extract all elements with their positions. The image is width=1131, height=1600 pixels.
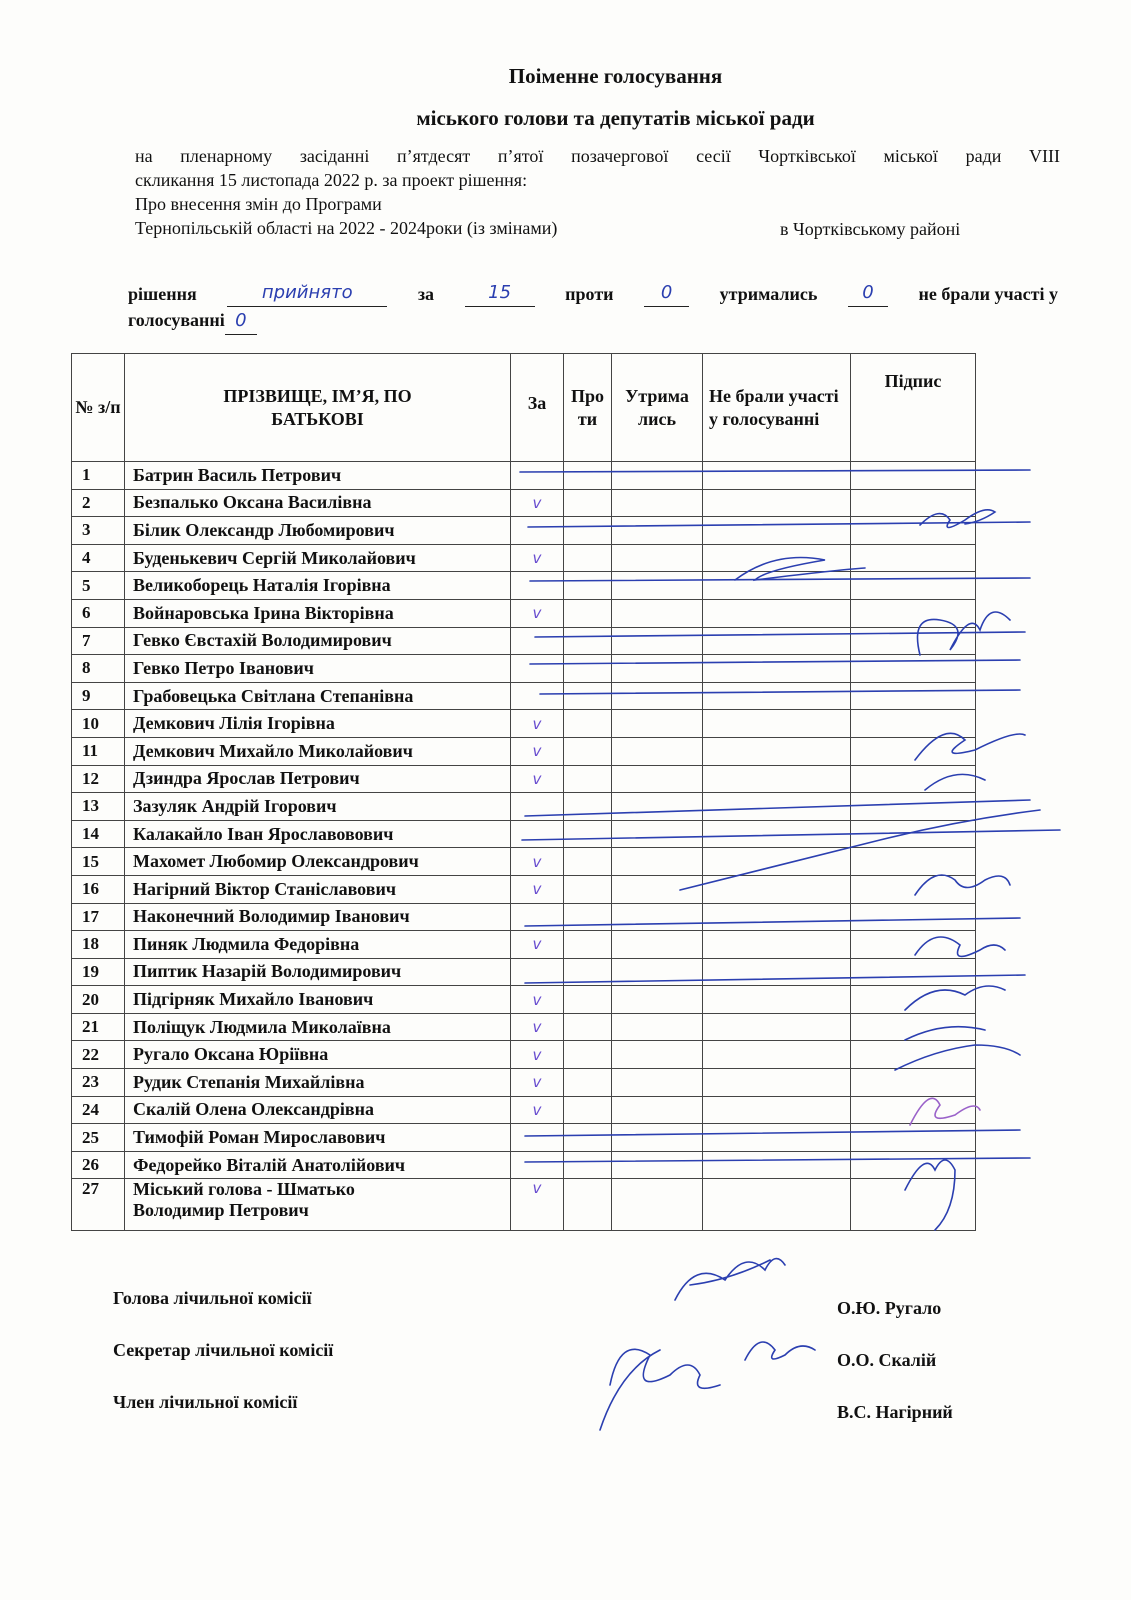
- row-against: [564, 737, 612, 765]
- row-against: [564, 599, 612, 627]
- row-name: Ругало Оксана Юріївна: [125, 1041, 511, 1069]
- row-not-voted: [703, 820, 851, 848]
- chair-name: О.Ю. Ругало: [837, 1298, 942, 1318]
- table-row: [72, 462, 976, 490]
- row-abstained: [612, 1069, 703, 1097]
- row-number: 18: [72, 931, 125, 959]
- row-abstained: [612, 903, 703, 931]
- member-label: Член лічильної комісії: [113, 1392, 298, 1412]
- row-not-voted: [703, 517, 851, 545]
- row-signature: [851, 544, 976, 572]
- row-against: [564, 765, 612, 793]
- row-abstained: [612, 931, 703, 959]
- row-name: Пиптик Назарій Володимирович: [125, 958, 511, 986]
- row-abstained: [612, 986, 703, 1014]
- row-number: 20: [72, 986, 125, 1014]
- row-number: 27: [72, 1179, 125, 1231]
- row-signature: [851, 820, 976, 848]
- against-count: 0: [644, 280, 689, 307]
- row-signature: [851, 572, 976, 600]
- row-number: 24: [72, 1096, 125, 1124]
- secretary-name: О.О. Скалій: [837, 1350, 937, 1370]
- row-signature: [851, 986, 976, 1014]
- table-row: [72, 655, 976, 683]
- intro-line-1: на пленарному засіданні п’ятдесят п’ятої позачергової сесії Чортківської міської ради VIII: [135, 146, 1060, 166]
- row-for-mark: v: [511, 599, 564, 627]
- row-not-voted: [703, 765, 851, 793]
- row-number: 26: [72, 1151, 125, 1179]
- row-not-voted: [703, 1179, 851, 1231]
- row-number: 25: [72, 1124, 125, 1152]
- member-name: В.С. Нагірний: [837, 1402, 953, 1422]
- table-row: [72, 875, 976, 903]
- row-not-voted: [703, 599, 851, 627]
- row-number: 2: [72, 489, 125, 517]
- row-for-mark: [511, 820, 564, 848]
- row-for-mark: [511, 627, 564, 655]
- row-number: 3: [72, 517, 125, 545]
- table-row: [72, 848, 976, 876]
- row-not-voted: [703, 1124, 851, 1152]
- row-for-mark: [511, 958, 564, 986]
- table-row: [72, 627, 976, 655]
- row-abstained: [612, 1013, 703, 1041]
- row-name: Нагірний Віктор Станіславович: [125, 875, 511, 903]
- not-voted-label-1: не брали участі у: [918, 284, 1058, 304]
- row-for-mark: v: [511, 1013, 564, 1041]
- against-label: проти: [565, 284, 614, 304]
- table-row: [72, 820, 976, 848]
- row-signature: [851, 848, 976, 876]
- table-row: [72, 1124, 976, 1152]
- row-abstained: [612, 958, 703, 986]
- row-not-voted: [703, 544, 851, 572]
- row-name: Дзиндра Ярослав Петрович: [125, 765, 511, 793]
- row-name: Войнаровська Ірина Вікторівна: [125, 599, 511, 627]
- signature-scribble: [675, 1259, 785, 1300]
- table-row: [72, 1179, 976, 1231]
- row-name: Буденькевич Сергій Миколайович: [125, 544, 511, 572]
- row-against: [564, 655, 612, 683]
- row-against: [564, 1124, 612, 1152]
- header-signature: Підпис: [851, 354, 976, 462]
- table-row: [72, 1151, 976, 1179]
- row-name: Зазуляк Андрій Ігорович: [125, 793, 511, 821]
- row-name-line-1: Міський голова - Шматько: [133, 1179, 355, 1200]
- row-for-mark: v: [511, 986, 564, 1014]
- header-not-voted: Не брали участі у голосуванні: [703, 354, 851, 462]
- row-name: Калакайло Іван Ярославовович: [125, 820, 511, 848]
- table-row: [72, 1096, 976, 1124]
- row-not-voted: [703, 793, 851, 821]
- row-signature: [851, 1069, 976, 1097]
- row-for-mark: v: [511, 875, 564, 903]
- signature-scribble: [600, 1349, 720, 1430]
- header-abstained: Утрима лись: [612, 354, 703, 462]
- row-name: Грабовецька Світлана Степанівна: [125, 682, 511, 710]
- row-abstained: [612, 875, 703, 903]
- row-name: Поліщук Людмила Миколаївна: [125, 1013, 511, 1041]
- row-not-voted: [703, 462, 851, 490]
- row-abstained: [612, 737, 703, 765]
- row-signature: [851, 1041, 976, 1069]
- row-number: 9: [72, 682, 125, 710]
- row-against: [564, 958, 612, 986]
- row-abstained: [612, 765, 703, 793]
- row-abstained: [612, 1151, 703, 1179]
- row-for-mark: v: [511, 1096, 564, 1124]
- row-name: Білик Олександр Любомирович: [125, 517, 511, 545]
- row-number: 6: [72, 599, 125, 627]
- row-name: Скалій Олена Олександрівна: [125, 1096, 511, 1124]
- table-row: [72, 682, 976, 710]
- row-abstained: [612, 572, 703, 600]
- row-signature: [851, 599, 976, 627]
- row-abstained: [612, 489, 703, 517]
- header-for: За: [511, 354, 564, 462]
- table-row: [72, 793, 976, 821]
- row-against: [564, 1041, 612, 1069]
- row-against: [564, 517, 612, 545]
- row-number: 10: [72, 710, 125, 738]
- row-number: 17: [72, 903, 125, 931]
- table-row: [72, 710, 976, 738]
- row-abstained: [612, 627, 703, 655]
- row-against: [564, 1151, 612, 1179]
- table-header-row: [72, 354, 976, 462]
- row-signature: [851, 1179, 976, 1231]
- row-number: 22: [72, 1041, 125, 1069]
- document-subtitle: міського голови та депутатів міської ради: [416, 106, 815, 130]
- row-not-voted: [703, 875, 851, 903]
- row-not-voted: [703, 903, 851, 931]
- for-label: за: [417, 284, 435, 304]
- table-row: [72, 765, 976, 793]
- row-against: [564, 462, 612, 490]
- table-row: [72, 986, 976, 1014]
- row-name: Гевко Євстахій Володимирович: [125, 627, 511, 655]
- not-voted-count: 0: [225, 308, 257, 335]
- row-against: [564, 682, 612, 710]
- row-number: 4: [72, 544, 125, 572]
- row-not-voted: [703, 682, 851, 710]
- row-signature: [851, 710, 976, 738]
- row-not-voted: [703, 848, 851, 876]
- row-name: Федорейко Віталій Анатолійович: [125, 1151, 511, 1179]
- row-signature: [851, 682, 976, 710]
- row-against: [564, 627, 612, 655]
- row-abstained: [612, 1124, 703, 1152]
- row-abstained: [612, 793, 703, 821]
- table-row: [72, 572, 976, 600]
- row-for-mark: [511, 572, 564, 600]
- row-for-mark: v: [511, 1179, 564, 1231]
- row-not-voted: [703, 1013, 851, 1041]
- intro-line-3-right: в Чортківському районі: [780, 219, 961, 239]
- table-row: [72, 517, 976, 545]
- row-signature: [851, 931, 976, 959]
- header-num: № з/п: [72, 354, 125, 462]
- row-for-mark: [511, 682, 564, 710]
- row-abstained: [612, 655, 703, 683]
- row-not-voted: [703, 1041, 851, 1069]
- table-row: [72, 599, 976, 627]
- row-signature: [851, 1013, 976, 1041]
- row-name: Махомет Любомир Олександрович: [125, 848, 511, 876]
- row-abstained: [612, 1041, 703, 1069]
- table-row: [72, 489, 976, 517]
- row-number: 19: [72, 958, 125, 986]
- row-number: 14: [72, 820, 125, 848]
- row-against: [564, 1069, 612, 1097]
- intro-line-2: скликання 15 листопада 2022 р. за проект рішення:: [135, 170, 528, 190]
- row-not-voted: [703, 710, 851, 738]
- row-abstained: [612, 710, 703, 738]
- row-against: [564, 544, 612, 572]
- row-number: 1: [72, 462, 125, 490]
- secretary-label: Секретар лічильної комісії: [113, 1340, 334, 1360]
- row-abstained: [612, 462, 703, 490]
- row-for-mark: [511, 903, 564, 931]
- row-abstained: [612, 682, 703, 710]
- row-against: [564, 848, 612, 876]
- row-against: [564, 489, 612, 517]
- row-not-voted: [703, 489, 851, 517]
- row-for-mark: v: [511, 1069, 564, 1097]
- row-number: 7: [72, 627, 125, 655]
- row-name: Гевко Петро Іванович: [125, 655, 511, 683]
- decision-label: рішення: [128, 284, 197, 304]
- row-number: 13: [72, 793, 125, 821]
- row-number: 8: [72, 655, 125, 683]
- row-number: 12: [72, 765, 125, 793]
- row-against: [564, 820, 612, 848]
- row-for-mark: v: [511, 737, 564, 765]
- row-number: 5: [72, 572, 125, 600]
- row-not-voted: [703, 1096, 851, 1124]
- row-signature: [851, 958, 976, 986]
- document-title: Поіменне голосування: [508, 64, 723, 88]
- row-not-voted: [703, 627, 851, 655]
- for-count: 15: [465, 280, 535, 307]
- row-for-mark: v: [511, 1041, 564, 1069]
- table-row: [72, 1013, 976, 1041]
- abstained-label: утримались: [719, 284, 818, 304]
- header-against: Про ти: [564, 354, 612, 462]
- intro-line-4: Тернопільській області на 2022 - 2024роки (із змінами): [135, 218, 558, 238]
- header-name: ПРІЗВИЩЕ, ІМ’Я, ПО БАТЬКОВІ: [125, 354, 511, 462]
- row-abstained: [612, 599, 703, 627]
- row-for-mark: v: [511, 544, 564, 572]
- row-signature: [851, 1096, 976, 1124]
- table-row: [72, 544, 976, 572]
- table-row: [72, 1041, 976, 1069]
- row-against: [564, 931, 612, 959]
- row-name: Пиняк Людмила Федорівна: [125, 931, 511, 959]
- row-signature: [851, 793, 976, 821]
- row-against: [564, 986, 612, 1014]
- signature-scribble: [745, 1342, 815, 1360]
- row-name: Наконечний Володимир Іванович: [125, 903, 511, 931]
- row-for-mark: [511, 793, 564, 821]
- row-abstained: [612, 517, 703, 545]
- row-for-mark: v: [511, 765, 564, 793]
- row-number: 21: [72, 1013, 125, 1041]
- row-name-line-2: Володимир Петрович: [133, 1200, 309, 1221]
- row-signature: [851, 737, 976, 765]
- row-name: Великоборець Наталія Ігорівна: [125, 572, 511, 600]
- row-name: Батрин Василь Петрович: [125, 462, 511, 490]
- table-row: [72, 903, 976, 931]
- row-for-mark: v: [511, 489, 564, 517]
- row-name: Безпалько Оксана Василівна: [125, 489, 511, 517]
- row-name: Рудик Степанія Михайлівна: [125, 1069, 511, 1097]
- row-abstained: [612, 1179, 703, 1231]
- row-signature: [851, 875, 976, 903]
- decision-value: прийнято: [227, 280, 387, 307]
- row-for-mark: [511, 462, 564, 490]
- abstained-count: 0: [848, 280, 888, 307]
- row-signature: [851, 655, 976, 683]
- row-against: [564, 572, 612, 600]
- row-number: 16: [72, 875, 125, 903]
- row-not-voted: [703, 1069, 851, 1097]
- decision-summary: [128, 280, 1058, 335]
- row-signature: [851, 627, 976, 655]
- intro-line-3: Про внесення змін до Програми: [135, 194, 382, 214]
- row-name: Демкович Лілія Ігорівна: [125, 710, 511, 738]
- row-against: [564, 1179, 612, 1231]
- row-name: Підгірняк Михайло Іванович: [125, 986, 511, 1014]
- table-row: [72, 1069, 976, 1097]
- row-signature: [851, 462, 976, 490]
- row-abstained: [612, 1096, 703, 1124]
- row-signature: [851, 489, 976, 517]
- row-for-mark: [511, 1151, 564, 1179]
- row-against: [564, 1013, 612, 1041]
- not-voted-label-2: голосуванні: [128, 310, 225, 330]
- row-signature: [851, 517, 976, 545]
- row-abstained: [612, 848, 703, 876]
- table-row: [72, 958, 976, 986]
- row-signature: [851, 765, 976, 793]
- row-against: [564, 903, 612, 931]
- row-for-mark: v: [511, 710, 564, 738]
- row-signature: [851, 903, 976, 931]
- row-for-mark: [511, 655, 564, 683]
- row-for-mark: v: [511, 931, 564, 959]
- chair-label: Голова лічильної комісії: [113, 1288, 312, 1308]
- row-against: [564, 875, 612, 903]
- row-not-voted: [703, 655, 851, 683]
- row-name: [125, 1179, 511, 1231]
- row-signature: [851, 1151, 976, 1179]
- row-not-voted: [703, 1151, 851, 1179]
- row-not-voted: [703, 986, 851, 1014]
- row-name: Демкович Михайло Миколайович: [125, 737, 511, 765]
- roll-call-table: [71, 353, 976, 1231]
- row-signature: [851, 1124, 976, 1152]
- row-for-mark: [511, 1124, 564, 1152]
- row-for-mark: [511, 517, 564, 545]
- row-number: 23: [72, 1069, 125, 1097]
- row-against: [564, 1096, 612, 1124]
- row-against: [564, 710, 612, 738]
- row-not-voted: [703, 737, 851, 765]
- row-for-mark: v: [511, 848, 564, 876]
- row-against: [564, 793, 612, 821]
- row-abstained: [612, 544, 703, 572]
- row-not-voted: [703, 572, 851, 600]
- row-abstained: [612, 820, 703, 848]
- row-not-voted: [703, 958, 851, 986]
- table-row: [72, 737, 976, 765]
- row-name: Тимофій Роман Мирославович: [125, 1124, 511, 1152]
- row-number: 15: [72, 848, 125, 876]
- row-number: 11: [72, 737, 125, 765]
- table-row: [72, 931, 976, 959]
- row-not-voted: [703, 931, 851, 959]
